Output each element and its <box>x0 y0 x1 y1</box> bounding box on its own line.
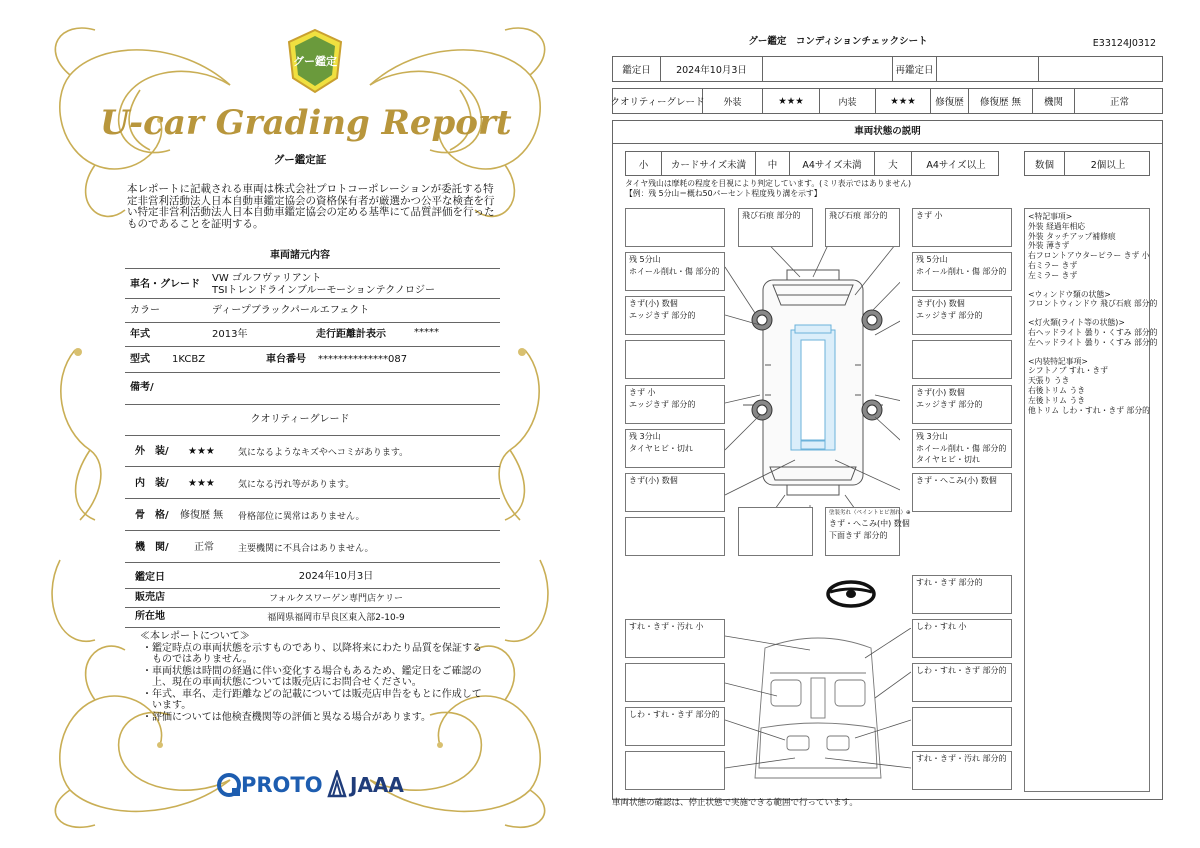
remark-line: 他トリム しわ・すれ・きず 部分的 <box>1028 405 1150 415</box>
note-line: エッジきず 部分的 <box>916 399 983 409</box>
note-box <box>912 296 1012 335</box>
address-label: 所在地 <box>135 611 165 622</box>
size-small-label: 小 <box>626 152 662 175</box>
remark-line: 天張り うき <box>1028 376 1070 386</box>
mileage-value: ***** <box>414 327 439 338</box>
note-box <box>825 208 900 247</box>
size-medium-desc: A4サイズ未満 <box>790 152 875 175</box>
remark-line: 外装 経過年相応 <box>1028 221 1086 231</box>
notes-title: ≪本レポートについて≫ <box>140 631 250 642</box>
note-box <box>625 473 725 512</box>
interior-label: 内装 <box>820 89 876 113</box>
report-notes <box>140 631 490 723</box>
note-line: きず 小 <box>916 211 943 220</box>
quality-exterior-desc: 気になるようなキズやヘコミがあります。 <box>238 448 409 458</box>
quality-interior-label: 内 装/ <box>135 478 169 489</box>
model-value: 1KCBZ <box>172 354 206 365</box>
note-box <box>625 340 725 379</box>
note-box <box>912 429 1012 468</box>
quality-exterior-label: 外 装/ <box>135 446 169 457</box>
note-box <box>912 473 1012 512</box>
count-legend <box>1024 151 1150 176</box>
certificate-title: グー鑑定証 <box>273 154 327 166</box>
empty-cell <box>1039 57 1164 81</box>
remark-line: 左ヘッドライト 曇り・くすみ 部分的 <box>1028 337 1158 347</box>
vehicle-name-line1: VW ゴルフヴァリアント <box>212 273 322 284</box>
note-box <box>912 663 1012 702</box>
vehicle-name-label: 車名・グレード <box>130 279 200 290</box>
note-box <box>625 751 725 790</box>
repair-label: 修復歴 <box>931 89 969 113</box>
note-box <box>912 707 1012 746</box>
note-line: エッジきず 部分的 <box>916 310 983 320</box>
color-label: カラー <box>130 305 160 316</box>
appraisal-date-value: 2024年10月3日 <box>661 57 763 81</box>
note-line: きず・へこみ(中) 数個 <box>829 519 910 528</box>
note-line: ホイール削れ・傷 部分的 <box>629 266 720 276</box>
note-line: ホイール削れ・傷 部分的 <box>916 266 1007 276</box>
notes-label: 備考/ <box>130 382 154 393</box>
reappraisal-label: 再鑑定日 <box>893 57 937 81</box>
note-box <box>912 575 1012 614</box>
remark-line: 右フロントアウターピラー きず 小 <box>1028 251 1150 261</box>
sheet-footer-note: 車両状態の確認は、停止状態で実施できる範囲で行っています。 <box>612 798 858 808</box>
note-line: エッジきず 部分的 <box>629 310 696 320</box>
quality-frame-value: 修復歴 無 <box>180 510 224 521</box>
quality-frame-desc: 骨格部位に異常はありません。 <box>238 512 365 522</box>
tire-note-1: タイヤ残山は摩耗の程度を目視により判定しています。(ミリ表示ではありません) <box>625 179 911 188</box>
count-desc: 2個以上 <box>1090 159 1126 171</box>
note-line: 下面きず 部分的 <box>829 530 888 540</box>
proto-logo-icon <box>216 772 242 798</box>
note-line: きず(小) 数個 <box>629 299 678 308</box>
note-line: すれ・きず・汚れ 部分的 <box>916 754 1007 763</box>
vehicle-grade-line2: TSIトレンドラインブルーモーションテクノロジー <box>212 285 436 296</box>
color-value: ディープブラックパールエフェクト <box>212 305 370 316</box>
note-line: 塗装劣れ（ペイントヒビ割れ）⊕ <box>829 510 911 516</box>
size-large-desc: A4サイズ以上 <box>926 159 986 171</box>
note-box <box>625 296 725 335</box>
note-line: 飛び石痕 部分的 <box>742 211 801 220</box>
jaaa-logo-text: JAAA <box>350 773 404 797</box>
note-line: すれ・きず 部分的 <box>916 578 983 587</box>
engine-label: 機関 <box>1033 89 1075 113</box>
quality-exterior-value: ★★★ <box>188 446 215 457</box>
sheet-title: グー鑑定 コンディションチェックシート <box>748 36 928 47</box>
appraisal-date-label: 鑑定日 <box>135 572 165 583</box>
note-box <box>625 208 725 247</box>
quality-frame-label: 骨 格/ <box>135 510 169 521</box>
interior-value: ★★★ <box>876 89 931 113</box>
note-box <box>738 507 813 556</box>
size-large-label: 大 <box>875 152 912 175</box>
note-item: ・鑑定時点の車両状態を示すものであり、以降将来にわたり品質を保証するものではありません。 <box>142 642 482 665</box>
note-box <box>625 663 725 702</box>
sheet-id: E33124J0312 <box>1092 38 1156 49</box>
note-line: すれ・きず・汚れ 小 <box>629 622 704 631</box>
note-line: 残 5分山 <box>916 255 948 264</box>
note-item: ・評価については他検査機関等の評価と異なる場合があります。 <box>142 711 431 723</box>
report-header-title: U-car Grading Report <box>100 103 512 143</box>
note-line: 残 5分山 <box>629 255 661 264</box>
note-box <box>625 517 725 556</box>
note-box <box>912 619 1012 658</box>
note-box <box>738 208 813 247</box>
year-label: 年式 <box>130 329 150 340</box>
remarks-box <box>1024 208 1158 792</box>
remark-line: <灯火類(ライト等の状態)> <box>1028 318 1125 328</box>
note-box <box>912 340 1012 379</box>
certificate-text: 本レポートに記載される車両は株式会社プロトコーポレーションが委託する特定非営利活動法人日本自動車鑑定協会の資格保有者が厳選かつ公平な検査を行い特定非営利活動法人日本自動車鑑定協会の定める基準にて品質評価を行ったものであることを証明する。 <box>127 183 495 230</box>
appraisal-date-label: 鑑定日 <box>613 57 661 81</box>
jaaa-logo-icon <box>327 770 347 798</box>
note-box <box>625 707 725 746</box>
quality-grade-row <box>612 88 1163 114</box>
address-value: 福岡県福岡市早良区東入部2-10-9 <box>267 613 405 623</box>
proto-logo-text: PROTO <box>241 773 323 797</box>
remark-line: <内装特記事項> <box>1028 356 1088 366</box>
date-row <box>612 56 1163 82</box>
note-box <box>912 252 1012 291</box>
note-line: きず(小) 数個 <box>629 476 678 485</box>
note-line: エッジきず 部分的 <box>629 399 696 409</box>
note-item: ・車両状態は時間の経過に伴い変化する場合もあるため、鑑定日をご確認の上、現在の車両状態については販売店にお問合せください。 <box>142 665 482 688</box>
note-line: きず・へこみ(小) 数個 <box>916 476 997 485</box>
quality-section-title: クオリティーグレード <box>250 414 350 425</box>
rear-note-box <box>825 507 911 556</box>
note-item: ・年式、車名、走行距離などの記載については販売店申告をもとに作成しています。 <box>142 688 482 711</box>
remark-line: 左後トリム うき <box>1028 395 1086 405</box>
exterior-value: ★★★ <box>763 89 820 113</box>
steering-wheel-icon <box>826 580 876 608</box>
remark-line: <ウィンドウ類の状態> <box>1028 289 1111 299</box>
note-box <box>912 751 1012 790</box>
exterior-label: 外装 <box>703 89 763 113</box>
chassis-label: 車台番号 <box>266 354 306 365</box>
dealer-value: フォルクスワーゲン専門店ケリー <box>268 594 404 604</box>
tire-note-2: 【例：残 5分山＝概ね50パーセント程度残り溝を示す】 <box>625 189 822 198</box>
spec-section-title: 車両諸元内容 <box>270 250 330 261</box>
repair-value: 修復歴 無 <box>969 89 1033 113</box>
model-label: 型式 <box>130 354 150 365</box>
note-line: しわ・すれ 小 <box>916 622 967 631</box>
note-line: しわ・すれ・きず 部分的 <box>916 666 1007 675</box>
badge-text: グー鑑定 <box>293 55 337 68</box>
note-line: 残 3分山 <box>629 432 661 441</box>
mileage-label: 走行距離計表示 <box>316 329 386 340</box>
dealer-label: 販売店 <box>135 592 165 603</box>
note-box <box>625 252 725 291</box>
remark-line: 右後トリム うき <box>1028 385 1086 395</box>
note-line: しわ・すれ・きず 部分的 <box>629 710 720 719</box>
count-label: 数個 <box>1025 152 1065 175</box>
note-box <box>912 208 1012 247</box>
note-line: きず(小) 数個 <box>916 299 965 308</box>
note-line: 飛び石痕 部分的 <box>829 211 888 220</box>
quality-interior-value: ★★★ <box>188 478 215 489</box>
note-line: ホイール削れ・傷 部分的 <box>916 443 1007 453</box>
size-medium-label: 中 <box>756 152 790 175</box>
chassis-value: **************087 <box>318 354 408 365</box>
note-line: 残 3分山 <box>916 432 948 441</box>
note-box <box>625 385 725 424</box>
remark-line: 外装 タッチアップ補修痕 <box>1028 231 1116 241</box>
remark-line: <特記事項> <box>1028 212 1073 221</box>
note-box <box>625 429 725 468</box>
quality-grade-label: クオリティーグレード <box>613 89 703 113</box>
remark-line: 外装 薄きず <box>1028 241 1070 251</box>
empty-cell <box>763 57 893 81</box>
remark-line: 右ヘッドライト 曇り・くすみ 部分的 <box>1028 327 1158 337</box>
car-interior-diagram <box>725 628 911 788</box>
explain-title: 車両状態の説明 <box>854 126 921 137</box>
appraisal-date-value: 2024年10月3日 <box>298 571 374 582</box>
quality-engine-label: 機 関/ <box>135 542 169 553</box>
quality-engine-desc: 主要機関に不具合はありません。 <box>238 544 374 554</box>
note-line: タイヤヒビ・切れ <box>916 455 980 464</box>
size-small-desc: カードサイズ未満 <box>662 152 756 175</box>
engine-value: 正常 <box>1109 97 1129 108</box>
remark-line: フロントウィンドウ 飛び石痕 部分的 <box>1028 299 1158 309</box>
remark-line: 右ミラー きず <box>1028 260 1078 270</box>
quality-engine-value: 正常 <box>194 542 214 553</box>
remark-line: 左ミラー きず <box>1028 270 1078 280</box>
year-value: 2013年 <box>212 329 248 340</box>
note-line: きず(小) 数個 <box>916 388 965 397</box>
note-box <box>625 619 725 658</box>
note-line: きず 小 <box>629 388 656 397</box>
note-line: タイヤヒビ・切れ <box>629 443 693 453</box>
car-top-view-diagram <box>725 205 911 535</box>
reappraisal-value <box>937 57 1039 81</box>
quality-interior-desc: 気になる汚れ等があります。 <box>238 480 355 490</box>
remark-line: シフトノブ すれ・きず <box>1028 366 1108 376</box>
note-box <box>912 385 1012 424</box>
size-legend <box>625 151 999 176</box>
